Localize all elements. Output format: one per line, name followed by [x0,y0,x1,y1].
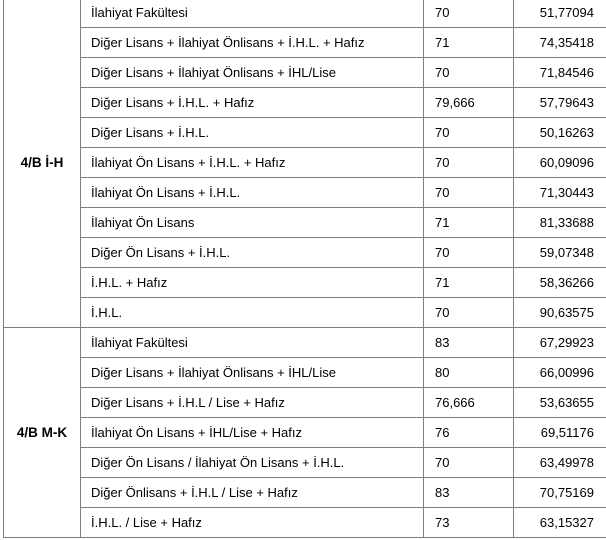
value-cell: 59,07348 [514,238,606,268]
value-cell: 81,33688 [514,208,606,238]
program-cell: İlahiyat Ön Lisans [81,208,424,238]
table-row [4,478,606,508]
score-cell: 70 [424,238,514,268]
program-cell: İlahiyat Ön Lisans + İ.H.L. + Hafız [81,148,424,178]
program-cell: Diğer Lisans + İlahiyat Önlisans + İHL/Lise [81,358,424,388]
program-cell: Diğer Lisans + İlahiyat Önlisans + İHL/Lise [81,58,424,88]
value-cell: 74,35418 [514,28,606,58]
value-cell: 71,84546 [514,58,606,88]
results-table [3,0,606,538]
score-cell: 76,666 [424,388,514,418]
table-row [4,238,606,268]
table-row [4,118,606,148]
score-cell: 79,666 [424,88,514,118]
value-cell: 53,63655 [514,388,606,418]
program-cell: Diğer Lisans + İ.H.L / Lise + Hafız [81,388,424,418]
program-cell: İ.H.L. [81,298,424,328]
group-label: 4/B İ-H [4,0,81,328]
score-cell: 83 [424,478,514,508]
table-row [4,418,606,448]
value-cell: 63,49978 [514,448,606,478]
score-cell: 70 [424,298,514,328]
table-row [4,208,606,238]
table-row [4,508,606,538]
value-cell: 66,00996 [514,358,606,388]
score-cell: 70 [424,0,514,28]
table-row [4,88,606,118]
value-cell: 51,77094 [514,0,606,28]
value-cell: 70,75169 [514,478,606,508]
table-row [4,388,606,418]
score-cell: 70 [424,118,514,148]
program-cell: İ.H.L. / Lise + Hafız [81,508,424,538]
table-row [4,178,606,208]
table-row [4,148,606,178]
value-cell: 67,29923 [514,328,606,358]
score-cell: 71 [424,208,514,238]
table-row [4,358,606,388]
score-cell: 73 [424,508,514,538]
table-row [4,268,606,298]
value-cell: 58,36266 [514,268,606,298]
score-cell: 70 [424,148,514,178]
program-cell: Diğer Lisans + İ.H.L. + Hafız [81,88,424,118]
table-row [4,328,606,358]
program-cell: Diğer Ön Lisans / İlahiyat Ön Lisans + İ.H.L. [81,448,424,478]
value-cell: 50,16263 [514,118,606,148]
table-row [4,0,606,28]
group-label: 4/B M-K [4,328,81,538]
table-row [4,28,606,58]
program-cell: İlahiyat Ön Lisans + İHL/Lise + Hafız [81,418,424,448]
program-cell: Diğer Önlisans + İ.H.L / Lise + Hafız [81,478,424,508]
program-cell: Diğer Lisans + İlahiyat Önlisans + İ.H.L. + Hafız [81,28,424,58]
value-cell: 63,15327 [514,508,606,538]
score-cell: 70 [424,58,514,88]
table-row [4,58,606,88]
table-row [4,448,606,478]
table-body [4,0,606,538]
program-cell: İlahiyat Fakültesi [81,0,424,28]
program-cell: Diğer Lisans + İ.H.L. [81,118,424,148]
value-cell: 60,09096 [514,148,606,178]
score-cell: 70 [424,178,514,208]
score-cell: 76 [424,418,514,448]
score-cell: 80 [424,358,514,388]
program-cell: Diğer Ön Lisans + İ.H.L. [81,238,424,268]
table-row [4,298,606,328]
program-cell: İlahiyat Ön Lisans + İ.H.L. [81,178,424,208]
value-cell: 90,63575 [514,298,606,328]
value-cell: 69,51176 [514,418,606,448]
score-cell: 83 [424,328,514,358]
score-cell: 71 [424,268,514,298]
score-cell: 70 [424,448,514,478]
program-cell: İlahiyat Fakültesi [81,328,424,358]
program-cell: İ.H.L. + Hafız [81,268,424,298]
value-cell: 57,79643 [514,88,606,118]
value-cell: 71,30443 [514,178,606,208]
score-cell: 71 [424,28,514,58]
